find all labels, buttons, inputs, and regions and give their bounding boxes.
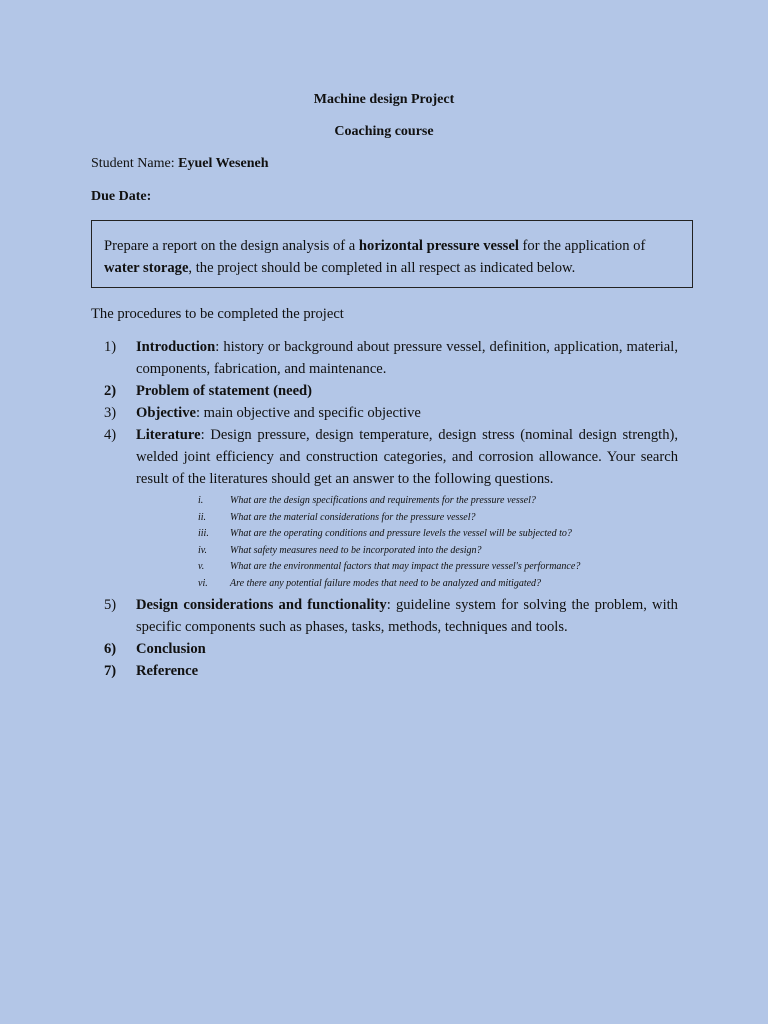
item-heading: Conclusion: [136, 641, 206, 657]
list-item: [104, 594, 678, 638]
question-number: iii.: [198, 528, 209, 539]
question-text: What safety measures need to be incorporated into the design?: [230, 544, 482, 556]
item-heading: Literature: [136, 427, 201, 443]
question-text: What are the environmental factors that may impact the pressure vessel's performance?: [230, 561, 581, 572]
prompt-text-2: for the application of: [518, 238, 646, 254]
assignment-prompt-box: [91, 220, 693, 288]
item-number: 1): [104, 339, 117, 355]
procedure-list: [104, 336, 678, 682]
question-text: What are the operating conditions and pressure levels the vessel will be subjected to?: [230, 528, 572, 539]
item-heading: Design considerations and functionality: [136, 597, 387, 613]
item-number: 3): [104, 405, 117, 421]
item-number: 7): [104, 663, 117, 679]
question-number: i.: [198, 495, 204, 506]
question-number: v.: [198, 561, 205, 572]
student-name-field: [91, 156, 268, 172]
list-item: [104, 638, 678, 660]
item-number: 4): [104, 427, 117, 443]
item-heading: Introduction: [136, 339, 216, 355]
item-number: 5): [104, 597, 117, 613]
question-list: [136, 493, 678, 592]
item-text: : Design pressure, design temperature, design stress (nominal design strength), welded joint efficiency and construction categories, and corrosion allowance. Your search result of the literatures should get an answer to the following questions.: [136, 427, 678, 487]
list-item: [104, 660, 678, 682]
question-text: What are the design specifications and requirements for the pressure vessel?: [230, 495, 536, 506]
item-text: : guideline system for solving the problem, with specific components such as phases, tasks, methods, techniques and tools.: [136, 597, 678, 635]
question-item: [136, 526, 678, 543]
question-number: iv.: [198, 544, 207, 556]
prompt-bold-water: water storage: [104, 260, 189, 276]
due-date-label: Due Date:: [91, 189, 152, 204]
question-item: [136, 559, 678, 576]
procedures-intro: The procedures to be completed the project: [91, 306, 344, 322]
item-heading: Problem of statement (need): [136, 383, 313, 399]
list-item: [104, 424, 678, 594]
list-item: [104, 380, 678, 402]
item-heading: Objective: [136, 405, 196, 421]
question-item: [136, 493, 678, 510]
item-text: : main objective and specific objective: [195, 405, 421, 421]
item-number: 2): [104, 383, 117, 399]
question-item: [136, 510, 678, 527]
question-item: [136, 576, 678, 593]
item-number: 6): [104, 641, 117, 657]
item-heading: Reference: [136, 663, 199, 679]
list-item: [104, 402, 678, 424]
item-text: : history or background about pressure vessel, definition, application, material, components, fabrication, and maintenance.: [136, 339, 678, 377]
document-subtitle: Coaching course: [334, 124, 434, 139]
prompt-text-3: , the project should be completed in all respect as indicated below.: [188, 260, 576, 276]
prompt-bold-vessel: horizontal pressure vessel: [358, 238, 519, 254]
question-number: vi.: [198, 577, 208, 589]
question-item: [136, 543, 678, 560]
question-number: ii.: [198, 511, 207, 523]
prompt-text-1: Prepare a report on the design analysis of a: [104, 238, 359, 254]
student-name-label: Student Name:: [91, 156, 175, 171]
student-name-value: Eyuel Weseneh: [178, 156, 269, 171]
document-title: Machine design Project: [313, 92, 455, 107]
question-text: Are there any potential failure modes that need to be analyzed and mitigated?: [230, 577, 542, 589]
list-item: [104, 336, 678, 380]
question-text: What are the material considerations for the pressure vessel?: [230, 511, 476, 523]
